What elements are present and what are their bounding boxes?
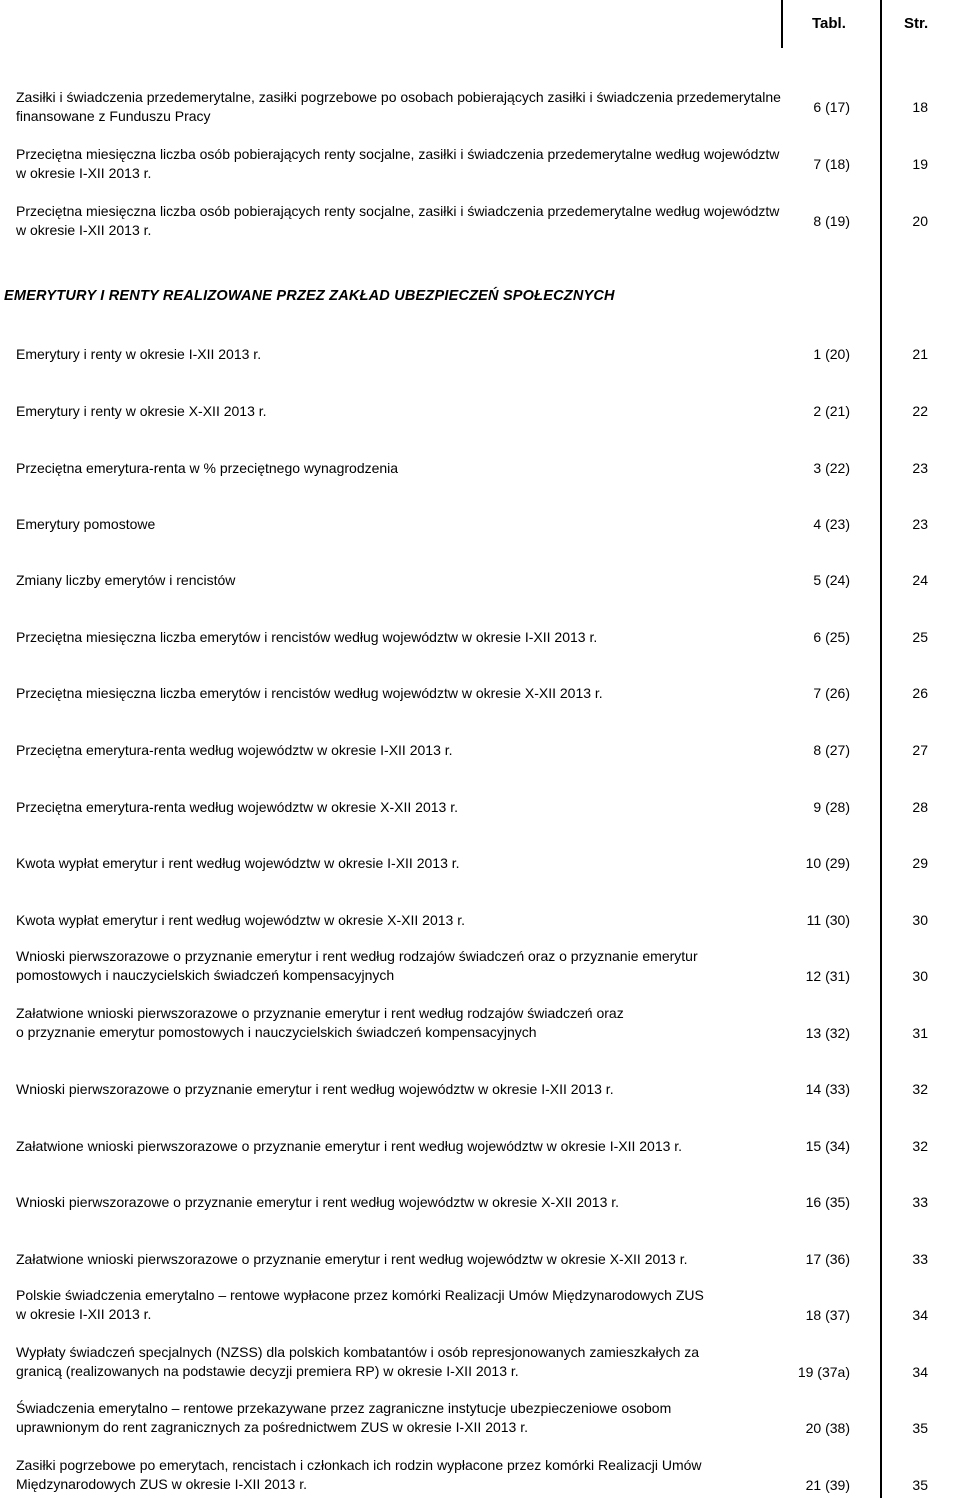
toc-entry-table-number: 7 (26) xyxy=(813,685,850,701)
toc-entry-title: Zmiany liczby emerytów i rencistów xyxy=(16,572,236,588)
toc-entry-title: Emerytury i renty w okresie X-XII 2013 r. xyxy=(16,403,267,419)
toc-entry-title xyxy=(16,1286,786,1324)
toc-entry-title-line: Świadczenia emerytalno – rentowe przekazywane przez zagraniczne instytucje ubezpieczeniowe osobom xyxy=(16,1400,672,1416)
toc-entry-title xyxy=(16,947,786,985)
toc-entry-table-number: 5 (24) xyxy=(813,572,850,588)
toc-entry-title xyxy=(16,1004,786,1042)
toc-entry-title: Przeciętna emerytura-renta według województw w okresie X-XII 2013 r. xyxy=(16,799,458,815)
toc-entry-title: Kwota wypłat emerytur i rent według województw w okresie I-XII 2013 r. xyxy=(16,855,460,871)
toc-entry-title-line: o przyznanie emerytur pomostowych i nauczycielskich świadczeń kompensacyjnych xyxy=(16,1024,537,1040)
toc-entry-title-line: Międzynarodowych ZUS w okresie I-XII 2013 r. xyxy=(16,1476,308,1492)
toc-entry-table-number: 15 (34) xyxy=(805,1138,850,1154)
toc-entry-title-line: Zasiłki pogrzebowe po emerytach, rencistach i członkach ich rodzin wypłacone przez komórki Realizacji Umów xyxy=(16,1457,702,1473)
toc-entry-table-number: 14 (33) xyxy=(805,1081,850,1097)
toc-entry-page-number: 23 xyxy=(912,460,928,476)
toc-entry-page-number: 33 xyxy=(912,1251,928,1267)
toc-entry-page-number: 25 xyxy=(912,629,928,645)
toc-entry-page-number: 26 xyxy=(912,685,928,701)
toc-entry-table-number: 8 (19) xyxy=(813,213,850,229)
toc-entry-page-number: 22 xyxy=(912,403,928,419)
toc-entry-table-number: 10 (29) xyxy=(805,855,850,871)
toc-entry-title xyxy=(16,1399,786,1437)
toc-entry-title xyxy=(16,1456,786,1494)
toc-entry-table-number: 6 (17) xyxy=(813,99,850,115)
toc-entry-table-number: 3 (22) xyxy=(813,460,850,476)
toc-entry-title: Przeciętna emerytura-renta w % przeciętnego wynagrodzenia xyxy=(16,460,399,476)
toc-entry-title: Kwota wypłat emerytur i rent według województw w okresie X-XII 2013 r. xyxy=(16,912,465,928)
toc-entry-title-line: granicą (realizowanych na podstawie decyzji premiera RP) w okresie I-XII 2013 r. xyxy=(16,1363,519,1379)
toc-entry-page-number: 19 xyxy=(912,156,928,172)
toc-entry-page-number: 32 xyxy=(912,1138,928,1154)
toc-entry-title-line: Wypłaty świadczeń specjalnych (NZSS) dla polskich kombatantów i osób represjonowanych zamieszkałych za xyxy=(16,1344,700,1360)
toc-entry-table-number: 12 (31) xyxy=(805,968,850,984)
divider-tabl-str xyxy=(781,0,783,48)
toc-entry-table-number: 1 (20) xyxy=(813,346,850,362)
toc-entry-page-number: 30 xyxy=(912,912,928,928)
toc-entry-page-number: 35 xyxy=(912,1477,928,1493)
toc-entry-table-number: 20 (38) xyxy=(805,1420,850,1436)
toc-entry-title: Emerytury i renty w okresie I-XII 2013 r. xyxy=(16,346,262,362)
toc-entry-title: Przeciętna miesięczna liczba emerytów i rencistów według województw w okresie X-XII 2013 r. xyxy=(16,685,603,701)
toc-entry-page-number: 30 xyxy=(912,968,928,984)
toc-entry-title: Przeciętna emerytura-renta według województw w okresie I-XII 2013 r. xyxy=(16,742,453,758)
toc-entry-page-number: 23 xyxy=(912,516,928,532)
toc-entry-title-line: Wnioski pierwszorazowe o przyznanie emerytur i rent według rodzajów świadczeń oraz o przyznanie emerytur xyxy=(16,948,698,964)
toc-entry-title: Przeciętna miesięczna liczba osób pobierających renty socjalne, zasiłki i świadczenia przedemerytalne według województw w okresie I-XII 2013 r. xyxy=(16,146,780,181)
toc-entry-table-number: 19 (37a) xyxy=(797,1364,850,1380)
section-title: EMERYTURY I RENTY REALIZOWANE PRZEZ ZAKŁAD UBEZPIECZEŃ SPOŁECZNYCH xyxy=(4,288,615,304)
toc-entry-table-number: 2 (21) xyxy=(813,403,850,419)
toc-entry-table-number: 9 (28) xyxy=(813,799,850,815)
toc-entry-page-number: 34 xyxy=(912,1307,928,1323)
toc-entry-title: Przeciętna miesięczna liczba emerytów i rencistów według województw w okresie I-XII 2013 r. xyxy=(16,629,598,645)
toc-entry-page-number: 33 xyxy=(912,1194,928,1210)
toc-entry-page-number: 18 xyxy=(912,99,928,115)
toc-entry-table-number: 4 (23) xyxy=(813,516,850,532)
toc-entry-title-line: Załatwione wnioski pierwszorazowe o przyznanie emerytur i rent według rodzajów świadczeń oraz xyxy=(16,1005,624,1021)
toc-entry-page-number: 34 xyxy=(912,1364,928,1380)
toc-entry-table-number: 16 (35) xyxy=(805,1194,850,1210)
toc-entry-title-line: uprawnionym do rent zagranicznych za pośrednictwem ZUS w okresie I-XII 2013 r. xyxy=(16,1419,529,1435)
toc-entry-title-line: pomostowych i nauczycielskich świadczeń kompensacyjnych xyxy=(16,967,395,983)
toc-entry-page-number: 31 xyxy=(912,1025,928,1041)
toc-entry-title-line: w okresie I-XII 2013 r. xyxy=(16,1306,152,1322)
toc-entry-title: Załatwione wnioski pierwszorazowe o przyznanie emerytur i rent według województw w okresie I-XII 2013 r. xyxy=(16,1138,683,1154)
toc-entry-table-number: 8 (27) xyxy=(813,742,850,758)
toc-entry-title: Załatwione wnioski pierwszorazowe o przyznanie emerytur i rent według województw w okresie X-XII 2013 r. xyxy=(16,1251,688,1267)
toc-entry-title: Wnioski pierwszorazowe o przyznanie emerytur i rent według województw w okresie I-XII 2013 r. xyxy=(16,1081,614,1097)
toc-entry-page-number: 27 xyxy=(912,742,928,758)
toc-entry-table-number: 13 (32) xyxy=(805,1025,850,1041)
header-tabl: Tabl. xyxy=(812,15,846,32)
toc-entry-table-number: 18 (37) xyxy=(805,1307,850,1323)
toc-entry-page-number: 28 xyxy=(912,799,928,815)
toc-entry-page-number: 20 xyxy=(912,213,928,229)
toc-entry-table-number: 6 (25) xyxy=(813,629,850,645)
toc-entry-page-number: 29 xyxy=(912,855,928,871)
toc-entry-title: Przeciętna miesięczna liczba osób pobierających renty socjalne, zasiłki i świadczenia przedemerytalne według województw w okresie I-XII 2013 r. xyxy=(16,203,780,238)
toc-entry-page-number: 35 xyxy=(912,1420,928,1436)
toc-entry-title: Wnioski pierwszorazowe o przyznanie emerytur i rent według województw w okresie X-XII 2013 r. xyxy=(16,1194,620,1210)
toc-entry-page-number: 21 xyxy=(912,346,928,362)
toc-entry-page-number: 24 xyxy=(912,572,928,588)
toc-entry-table-number: 17 (36) xyxy=(805,1251,850,1267)
header-str: Str. xyxy=(904,15,929,32)
toc-entry-table-number: 21 (39) xyxy=(805,1477,850,1493)
toc-entry-title: Zasiłki i świadczenia przedemerytalne, zasiłki pogrzebowe po osobach pobierających zasiłki i świadczenia przedemerytalne finansowane z Funduszu Pracy xyxy=(16,89,781,124)
toc-entry-title: Emerytury pomostowe xyxy=(16,516,156,532)
toc-entry-page-number: 32 xyxy=(912,1081,928,1097)
toc-entry-table-number: 11 (30) xyxy=(806,912,850,928)
toc-entry-title-line: Polskie świadczenia emerytalno – rentowe wypłacone przez komórki Realizacji Umów Międzynarodowych ZUS xyxy=(16,1287,704,1303)
toc-entry-title xyxy=(16,1343,786,1381)
toc-entry-table-number: 7 (18) xyxy=(813,156,850,172)
